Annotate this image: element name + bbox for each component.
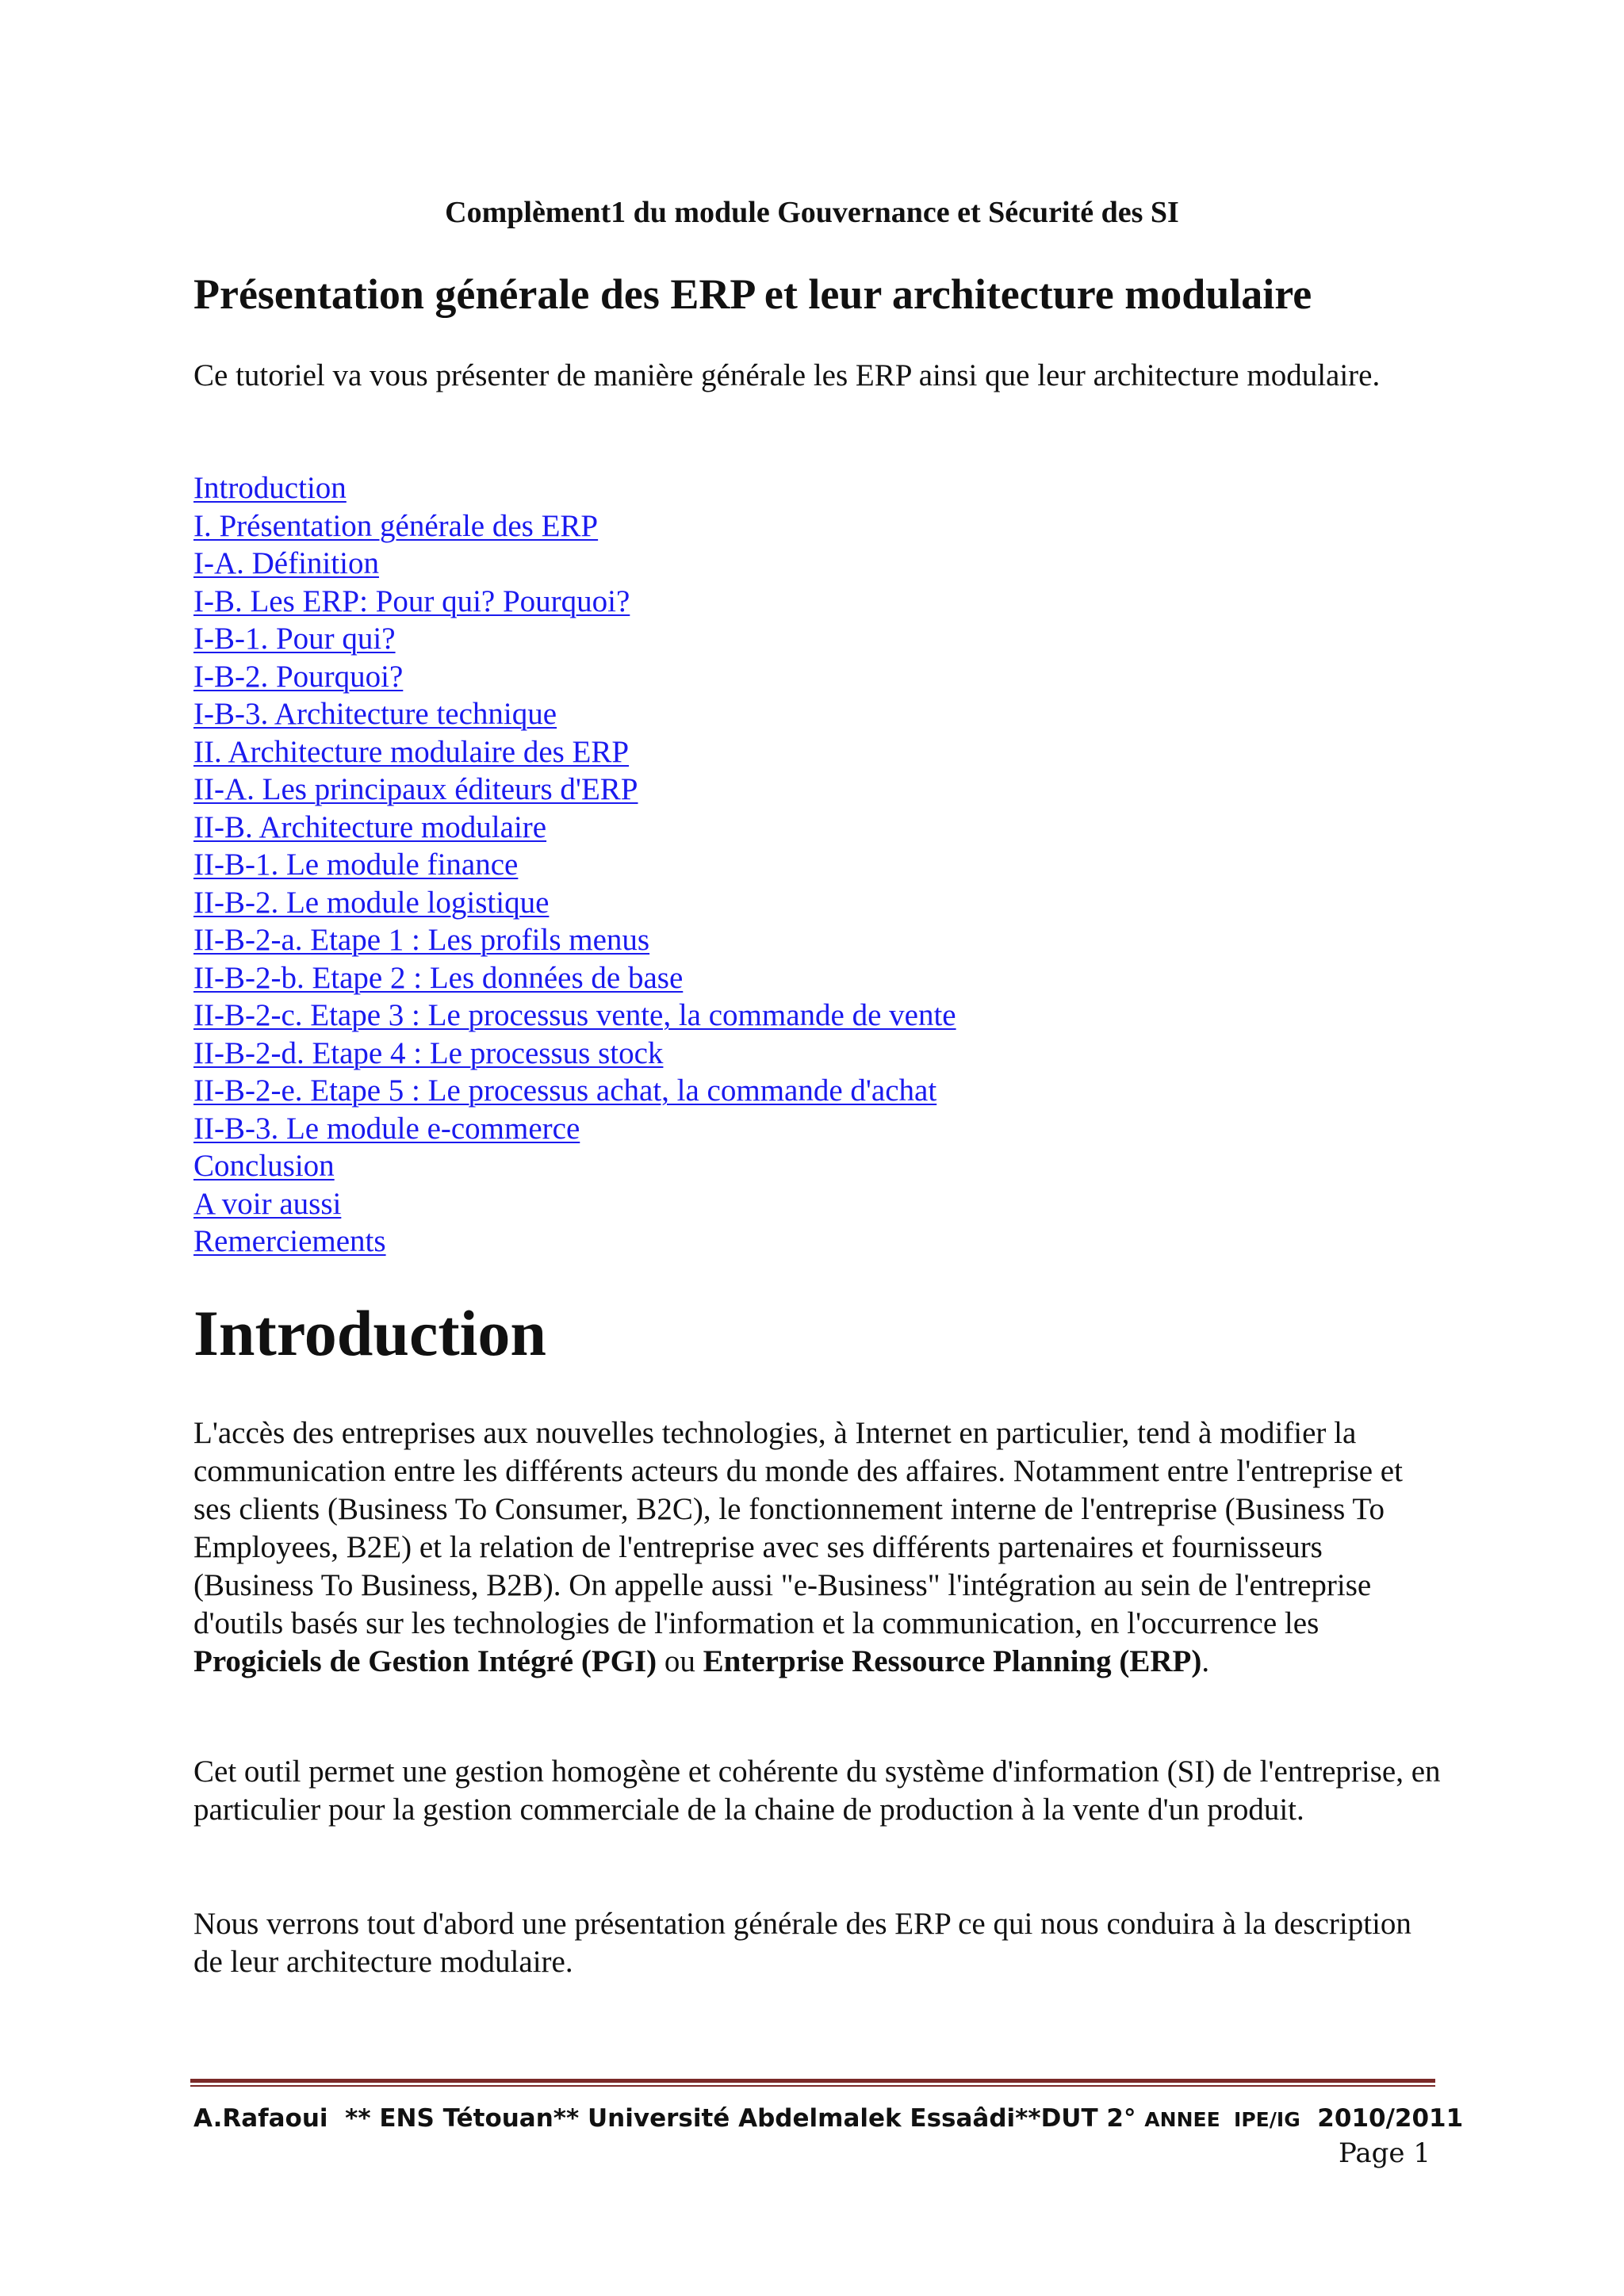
toc-item	[193, 884, 956, 922]
toc-item	[193, 507, 956, 545]
toc-link[interactable]: Introduction	[193, 471, 347, 505]
toc-link[interactable]: I-B-3. Architecture technique	[193, 697, 557, 731]
toc-link[interactable]: II-B. Architecture modulaire	[193, 809, 547, 844]
toc-item	[193, 1147, 956, 1185]
intro-paragraph: Ce tutoriel va vous présenter de manière générale les ERP ainsi que leur architecture modulaire.	[193, 358, 1381, 392]
bold-term-erp: Enterprise Ressource Planning (ERP)	[703, 1644, 1202, 1678]
toc-item	[193, 846, 956, 884]
toc-link[interactable]: II-B-2-e. Etape 5 : Le processus achat, la commande d'achat	[193, 1073, 937, 1108]
toc-item	[193, 1072, 956, 1110]
toc-item	[193, 620, 956, 658]
paragraph-text: ou	[657, 1644, 703, 1678]
toc-item	[193, 695, 956, 733]
toc-item	[193, 583, 956, 621]
toc-item	[193, 469, 956, 507]
toc-link[interactable]: I. Présentation générale des ERP	[193, 508, 599, 543]
toc-link[interactable]: II. Architecture modulaire des ERP	[193, 734, 630, 769]
toc-link[interactable]: II-B-2-a. Etape 1 : Les profils menus	[193, 923, 650, 957]
paragraph-text: L'accès des entreprises aux nouvelles technologies, à Internet en particulier, tend à modifier la communication entre les différents acteurs du monde des affaires. Notamment entre l'entreprise et ses clients (Business To Consumer, B2C), le fonctionnement interne de l'entreprise (Business To Employees, B2E) et la relation de l'entreprise avec ses différents partenaires et fournisseurs (Business To Business, B2B). On appelle aussi "e-Business" l'intégration au sein de l'entreprise d'outils basés sur les technologies de l'information et la communication, en l'occurrence les	[193, 1416, 1403, 1640]
toc-item	[193, 809, 956, 847]
introduction-paragraph-1	[193, 1414, 1446, 1681]
document-title: Présentation générale des ERP et leur architecture modulaire	[193, 270, 1312, 318]
toc-item	[193, 771, 956, 809]
toc-item	[193, 997, 956, 1035]
footer-divider	[190, 2079, 1435, 2087]
toc-link[interactable]: I-A. Définition	[193, 546, 379, 580]
toc-link[interactable]: II-B-1. Le module finance	[193, 848, 519, 882]
toc-link[interactable]: I-B-2. Pourquoi?	[193, 659, 404, 694]
introduction-paragraph-3: Nous verrons tout d'abord une présentation générale des ERP ce qui nous conduira à la description de leur architecture modulaire.	[193, 1907, 1411, 1979]
toc-item	[193, 1035, 956, 1073]
toc-item	[193, 921, 956, 959]
toc-link[interactable]: II-B-2-c. Etape 3 : Le processus vente, la commande de vente	[193, 998, 956, 1032]
table-of-contents	[193, 469, 956, 1261]
toc-item	[193, 1223, 956, 1261]
introduction-paragraph-2: Cet outil permet une gestion homogène et cohérente du système d'information (SI) de l'entreprise, en particulier pour la gestion commerciale de la chaine de production à la vente d'un produit.	[193, 1755, 1441, 1827]
toc-link[interactable]: II-B-2-b. Etape 2 : Les données de base	[193, 960, 684, 995]
toc-link[interactable]: II-B-3. Le module e-commerce	[193, 1111, 580, 1146]
footer-credit-program: ANNEE IPE/IG	[1144, 2108, 1300, 2131]
toc-link[interactable]: I-B-1. Pour qui?	[193, 622, 396, 656]
toc-link[interactable]: Conclusion	[193, 1149, 335, 1183]
toc-link[interactable]: II-B-2. Le module logistique	[193, 885, 550, 920]
toc-item	[193, 733, 956, 771]
toc-item	[193, 959, 956, 997]
toc-link[interactable]: I-B. Les ERP: Pour qui? Pourquoi?	[193, 584, 630, 618]
bold-term-pgi: Progiciels de Gestion Intégré (PGI)	[193, 1644, 657, 1678]
page-number: Page 1	[1339, 2137, 1431, 2169]
toc-item	[193, 1185, 956, 1223]
toc-link[interactable]: II-B-2-d. Etape 4 : Le processus stock	[193, 1035, 664, 1070]
toc-link[interactable]: A voir aussi	[193, 1186, 342, 1221]
paragraph-text: .	[1201, 1644, 1210, 1678]
toc-item	[193, 658, 956, 696]
footer-credit	[193, 2103, 1463, 2136]
course-header: Complèment1 du module Gouvernance et Sécurité des SI	[445, 196, 1179, 229]
toc-item	[193, 545, 956, 583]
footer-credit-main: A.Rafaoui ** ENS Tétouan** Université Abdelmalek Essaâdi**DUT 2°	[193, 2104, 1145, 2133]
toc-link[interactable]: Remerciements	[193, 1224, 386, 1258]
toc-link[interactable]: II-A. Les principaux éditeurs d'ERP	[193, 772, 638, 806]
toc-item	[193, 1110, 956, 1148]
introduction-heading: Introduction	[193, 1297, 547, 1369]
footer-credit-year: 2010/2011	[1300, 2104, 1464, 2133]
